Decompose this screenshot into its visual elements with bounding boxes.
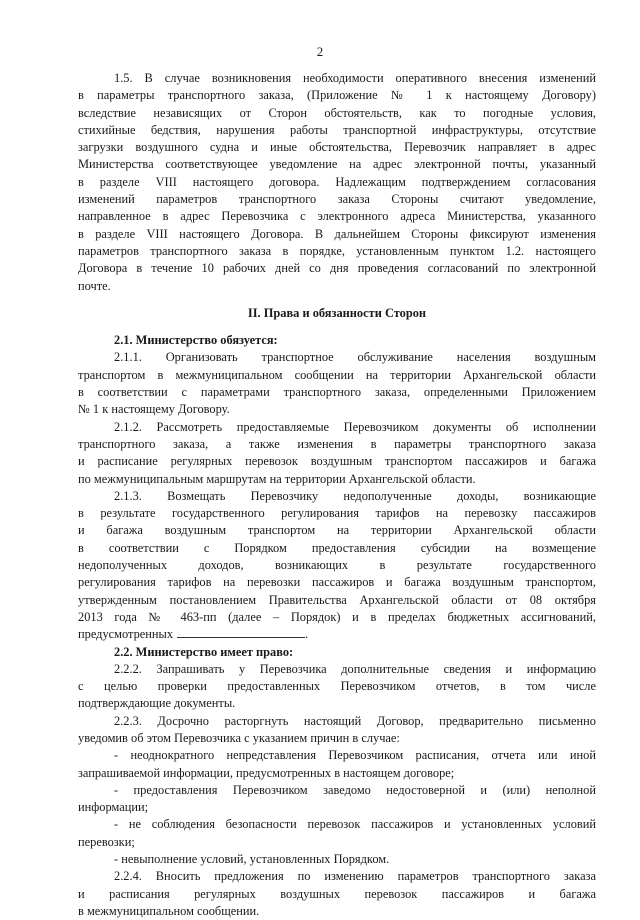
text-line <box>78 747 596 764</box>
line-text: Договора в течение 10 рабочих дней со дня проведения согласований по электронной <box>78 261 596 276</box>
line-text: направленное в адрес Перевозчика с электронного адреса Министерства, указанного <box>78 209 596 224</box>
text-line <box>78 505 596 522</box>
line-text: 2.1.2. Рассмотреть предоставляемые Перевозчиком документы об исполнении <box>114 419 596 434</box>
page-number: 2 <box>316 44 324 59</box>
line-text: предусмотренных <box>78 627 174 642</box>
line-text: - не соблюдения безопасности перевозок пассажиров и установленных условий <box>114 817 596 832</box>
line-text: - неоднократного непредставления Перевозчиком расписания, отчета или иной <box>114 748 596 763</box>
line-text: информации; <box>78 800 149 815</box>
line-text: 2.2.2. Запрашивать у Перевозчика дополнительные сведения и информацию <box>114 661 596 676</box>
text-line <box>78 661 596 678</box>
line-text: II. Права и обязанности Сторон <box>247 305 427 320</box>
line-text: уведомив об этом Перевозчика с указанием причин в случае: <box>78 730 400 745</box>
text-line <box>78 903 596 920</box>
line-text: регулирования тарифов на перевозки пассажиров и багажа воздушным транспортом, <box>78 575 596 590</box>
text-line <box>78 260 596 277</box>
text-line <box>78 522 596 539</box>
text-line <box>78 139 596 156</box>
text-line <box>78 367 596 384</box>
text-line <box>78 174 596 191</box>
line-text: транспортного заказа, а также изменения в параметры транспортного заказа <box>78 436 596 451</box>
line-text: 2.2.3. Досрочно расторгнуть настоящий Договор, предварительно письменно <box>114 713 596 728</box>
line-text: в соответствии с Порядком предоставления субсидии на возмещение <box>78 540 596 555</box>
text-line <box>78 765 596 782</box>
text-line <box>78 574 596 591</box>
line-text: 2.2.4. Вносить предложения по изменению параметров транспортного заказа <box>114 869 596 884</box>
line-text: подтверждающие документы. <box>78 696 236 711</box>
text-line <box>78 191 596 208</box>
line-text: 2.2. Министерство имеет право: <box>114 644 294 659</box>
line-text: и расписания регулярных воздушных перевозок пассажиров и багажа <box>78 886 596 901</box>
text-line <box>78 695 596 712</box>
text-line <box>78 226 596 243</box>
text-line <box>78 419 596 436</box>
text-line <box>78 678 596 695</box>
line-text: изменений параметров транспортного заказа Стороны считают уведомление, <box>78 192 596 207</box>
period: . <box>305 627 309 642</box>
line-text: параметров транспортного заказа в порядке, установленным пунктом 1.2. настоящего <box>78 243 596 258</box>
text-line <box>78 471 596 488</box>
line-text: в межмуниципальном сообщении. <box>78 903 260 918</box>
text-line <box>78 70 596 87</box>
text-line <box>78 349 596 366</box>
spacer <box>78 295 596 305</box>
section-heading <box>78 305 596 322</box>
text-line <box>78 122 596 139</box>
line-text: 2013 года № 463-пп (далее – Порядок) и в пределах бюджетных ассигнований, <box>78 609 596 624</box>
line-text: стихийные бедствия, нарушения работы транспортной инфраструктуры, отсутствие <box>78 122 596 137</box>
fill-in-blank <box>177 626 305 638</box>
text-line <box>78 278 596 295</box>
text-line <box>78 592 596 609</box>
line-text: перевозки; <box>78 834 135 849</box>
text-line <box>78 713 596 730</box>
text-line <box>78 886 596 903</box>
text-line <box>78 243 596 260</box>
text-line <box>78 453 596 470</box>
line-text: утвержденным постановлением Правительства Архангельской области от 08 октября <box>78 592 596 607</box>
document-body <box>78 70 596 920</box>
line-text: и расписание регулярных перевозок воздушным транспортом пассажиров и багажа <box>78 454 596 469</box>
text-line <box>78 156 596 173</box>
line-text: 2.1. Министерство обязуется: <box>114 333 278 348</box>
text-line <box>78 557 596 574</box>
line-text: загрузки воздушного судна и иные обстоятельства, Перевозчик направляет в адрес <box>78 140 596 155</box>
line-text: и багажа воздушным транспортом на территории Архангельской области <box>78 523 596 538</box>
line-text: запрашиваемой информации, предусмотренных в настоящем договоре; <box>78 765 455 780</box>
text-line <box>78 782 596 799</box>
line-text: 2.1.3. Возмещать Перевозчику недополученные доходы, возникающие <box>114 488 596 503</box>
line-text: в разделе VIII настоящего Договора. В дальнейшем Стороны фиксируют изменения <box>78 226 596 241</box>
line-text: - невыполнение условий, установленных Порядком. <box>114 852 390 867</box>
line-text: № 1 к настоящему Договору. <box>78 402 230 417</box>
text-line <box>78 401 596 418</box>
line-text: транспортом в межмуниципальном сообщении на территории Архангельской области <box>78 367 596 382</box>
text-line <box>78 799 596 816</box>
line-text: в параметры транспортного заказа, (Приложение № 1 к настоящему Договору) <box>78 88 596 103</box>
line-text: недополученных доходов, возникающих в результате государственного <box>78 558 596 573</box>
line-text: по межмуниципальным маршрутам на территории Архангельской области. <box>78 471 476 486</box>
line-text: почте. <box>78 278 111 293</box>
text-line <box>78 540 596 557</box>
text-line <box>78 384 596 401</box>
subsection-heading <box>78 644 596 661</box>
text-line <box>78 730 596 747</box>
text-line <box>78 626 596 643</box>
line-text: - предоставления Перевозчиком заведомо недостоверной и (или) неполной <box>114 782 596 797</box>
line-text: в результате государственного регулирования тарифов на перевозку пассажиров <box>78 506 596 521</box>
line-text: Министерства соответствующее уведомление на адрес электронной почты, указанный <box>78 157 596 172</box>
line-text: 2.1.1. Организовать транспортное обслуживание населения воздушным <box>114 350 596 365</box>
subsection-heading <box>78 332 596 349</box>
line-text: в соответствии с параметрами транспортного заказа, определенными Приложением <box>78 385 596 400</box>
line-text: 1.5. В случае возникновения необходимости оперативного внесения изменений <box>114 71 596 85</box>
text-line <box>78 488 596 505</box>
line-text: с целью проверки предоставленных Перевозчиком отчетов, в том числе <box>78 679 596 694</box>
spacer <box>78 322 596 332</box>
line-text: в разделе VIII настоящего договора. Надлежащим подтверждением согласования <box>78 174 596 189</box>
text-line <box>78 834 596 851</box>
line-text: вследствие независящих от Сторон обстоятельств, как то погодные условия, <box>78 105 596 120</box>
text-line <box>78 87 596 104</box>
text-line <box>78 208 596 225</box>
text-line <box>78 105 596 122</box>
text-line <box>78 436 596 453</box>
text-line <box>78 851 596 868</box>
text-line <box>78 816 596 833</box>
text-line <box>78 868 596 885</box>
text-line <box>78 609 596 626</box>
